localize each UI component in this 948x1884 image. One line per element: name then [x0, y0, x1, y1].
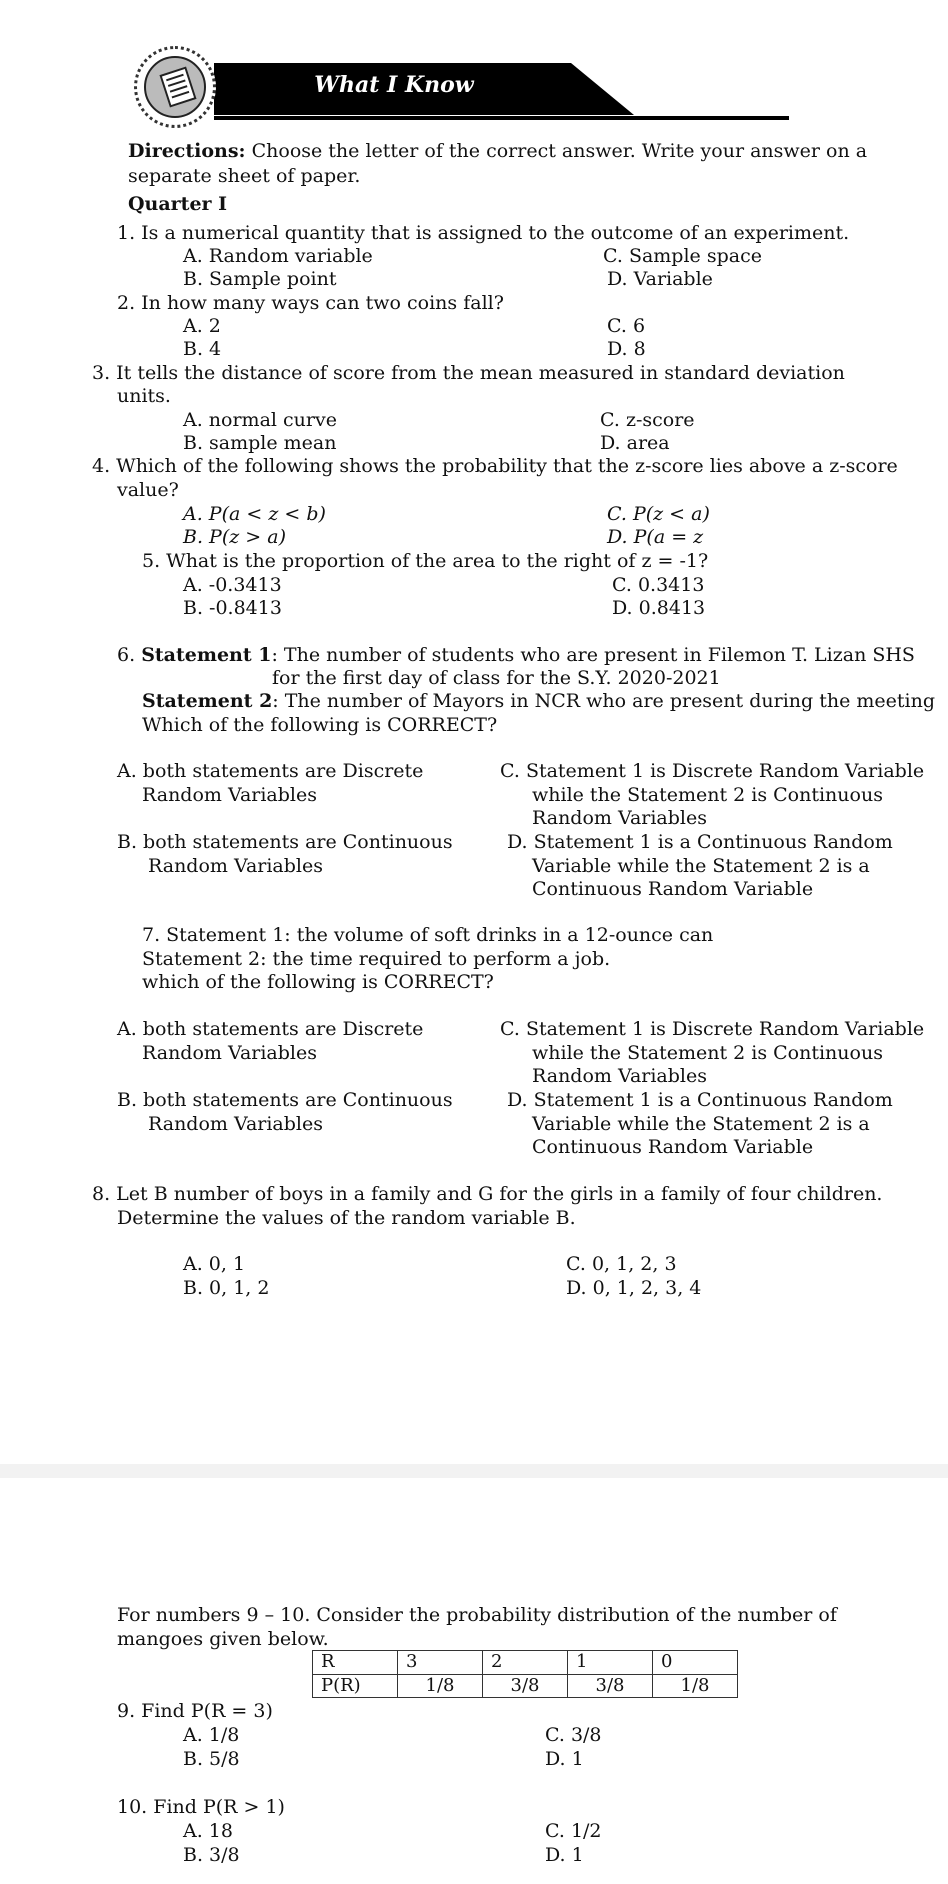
- q10-option-c: C. 1/2: [545, 1820, 602, 1842]
- q9-option-c: C. 3/8: [545, 1724, 602, 1746]
- q1-option-b: B. Sample point: [183, 268, 337, 290]
- directions-cont: separate sheet of paper.: [128, 165, 361, 187]
- table-cell: 3: [398, 1651, 483, 1675]
- question-6-prompt: Which of the following is CORRECT?: [142, 714, 498, 736]
- q3-option-b: B. sample mean: [183, 432, 337, 454]
- intro-9-10-cont: mangoes given below.: [117, 1628, 329, 1650]
- test-paper-icon: [159, 67, 196, 108]
- question-7-statement-1: 7. Statement 1: the volume of soft drinks in a 12-ounce can: [142, 924, 714, 946]
- q9-option-d: D. 1: [545, 1748, 584, 1770]
- q9-option-a: A. 1/8: [183, 1724, 240, 1746]
- q4-option-b: B. P(z > a): [183, 526, 286, 548]
- q5-option-d: D. 0.8413: [612, 597, 706, 619]
- q7-option-c-cont: while the Statement 2 is Continuous: [532, 1042, 883, 1064]
- q6-option-d-cont2: Continuous Random Variable: [532, 878, 814, 900]
- question-1: 1. Is a numerical quantity that is assigned to the outcome of an experiment.: [117, 222, 850, 244]
- table-cell: P(R): [313, 1674, 398, 1698]
- question-7-statement-2: Statement 2: the time required to perform a job.: [142, 948, 611, 970]
- q9-option-b: B. 5/8: [183, 1748, 240, 1770]
- q5-option-c: C. 0.3413: [612, 574, 705, 596]
- quarter-label: Quarter I: [128, 193, 228, 215]
- table-cell: 1/8: [653, 1674, 738, 1698]
- q6-option-a: A. both statements are Discrete: [117, 760, 424, 782]
- page-divider: [0, 1464, 948, 1478]
- table-cell: 3/8: [483, 1674, 568, 1698]
- q6-option-c-cont: while the Statement 2 is Continuous: [532, 784, 883, 806]
- q7-option-b: B. both statements are Continuous: [117, 1089, 453, 1111]
- intro-9-10: For numbers 9 – 10. Consider the probability distribution of the number of: [117, 1604, 837, 1626]
- table-cell: R: [313, 1651, 398, 1675]
- table-cell: 3/8: [568, 1674, 653, 1698]
- q10-option-a: A. 18: [183, 1820, 233, 1842]
- q4-option-c: C. P(z < a): [607, 503, 710, 525]
- question-7-prompt: which of the following is CORRECT?: [142, 971, 494, 993]
- question-3: 3. It tells the distance of score from the mean measured in standard deviation: [92, 362, 845, 384]
- q7-option-b-cont: Random Variables: [148, 1113, 323, 1135]
- badge: [134, 46, 216, 128]
- q2-option-d: D. 8: [607, 338, 646, 360]
- q8-option-c: C. 0, 1, 2, 3: [566, 1253, 677, 1275]
- q4-option-d: D. P(a = z: [607, 526, 704, 548]
- q10-option-d: D. 1: [545, 1844, 584, 1866]
- q1-option-d: D. Variable: [607, 268, 713, 290]
- q6-option-c-cont2: Random Variables: [532, 807, 707, 829]
- q7-option-c: C. Statement 1 is Discrete Random Variable: [500, 1018, 925, 1040]
- q7-option-d: D. Statement 1 is a Continuous Random: [507, 1089, 893, 1111]
- table-cell: 1/8: [398, 1674, 483, 1698]
- q7-option-d-cont2: Continuous Random Variable: [532, 1136, 814, 1158]
- q5-option-b: B. -0.8413: [183, 597, 282, 619]
- table-row: [313, 1674, 738, 1698]
- question-4-cont: value?: [117, 479, 179, 501]
- question-6-statement-1-cont: for the first day of class for the S.Y. 2020-2021: [272, 667, 721, 689]
- q3-option-c: C. z-score: [600, 409, 695, 431]
- probability-distribution-table: [312, 1650, 738, 1698]
- question-6-statement-1: 6. Statement 1: The number of students who are present in Filemon T. Lizan SHS: [117, 644, 915, 666]
- q7-option-c-cont2: Random Variables: [532, 1065, 707, 1087]
- question-9: 9. Find P(R = 3): [117, 1700, 273, 1722]
- q4-option-a: A. P(a < z < b): [183, 503, 326, 525]
- question-10: 10. Find P(R > 1): [117, 1796, 285, 1818]
- table-cell: 1: [568, 1651, 653, 1675]
- directions: Directions: Choose the letter of the correct answer. Write your answer on a: [128, 140, 868, 162]
- section-title: What I Know: [314, 72, 474, 98]
- q1-option-c: C. Sample space: [603, 245, 762, 267]
- table-cell: 0: [653, 1651, 738, 1675]
- q6-option-d: D. Statement 1 is a Continuous Random: [507, 831, 893, 853]
- q6-option-c: C. Statement 1 is Discrete Random Variable: [500, 760, 925, 782]
- question-2: 2. In how many ways can two coins fall?: [117, 292, 504, 314]
- q6-option-b: B. both statements are Continuous: [117, 831, 453, 853]
- q3-option-d: D. area: [600, 432, 670, 454]
- question-5: 5. What is the proportion of the area to the right of z = -1?: [142, 550, 709, 572]
- table-row: [313, 1651, 738, 1675]
- section-header: [134, 38, 664, 138]
- question-8-cont: Determine the values of the random variable B.: [117, 1207, 576, 1229]
- q7-option-a-cont: Random Variables: [142, 1042, 317, 1064]
- q7-option-d-cont: Variable while the Statement 2 is a: [532, 1113, 870, 1135]
- q5-option-a: A. -0.3413: [183, 574, 282, 596]
- q7-option-a: A. both statements are Discrete: [117, 1018, 424, 1040]
- q1-option-a: A. Random variable: [183, 245, 373, 267]
- q8-option-d: D. 0, 1, 2, 3, 4: [566, 1277, 702, 1299]
- q2-option-a: A. 2: [183, 315, 221, 337]
- q10-option-b: B. 3/8: [183, 1844, 240, 1866]
- q8-option-b: B. 0, 1, 2: [183, 1277, 270, 1299]
- q6-option-d-cont: Variable while the Statement 2 is a: [532, 855, 870, 877]
- header-underline: [214, 116, 789, 120]
- question-4: 4. Which of the following shows the probability that the z-score lies above a z-score: [92, 455, 898, 477]
- q3-option-a: A. normal curve: [183, 409, 337, 431]
- q2-option-c: C. 6: [607, 315, 646, 337]
- question-8: 8. Let B number of boys in a family and G for the girls in a family of four children.: [92, 1183, 883, 1205]
- q6-option-a-cont: Random Variables: [142, 784, 317, 806]
- question-6-statement-2: Statement 2: The number of Mayors in NCR who are present during the meeting: [142, 690, 935, 712]
- q6-option-b-cont: Random Variables: [148, 855, 323, 877]
- q2-option-b: B. 4: [183, 338, 222, 360]
- q8-option-a: A. 0, 1: [183, 1253, 246, 1275]
- table-cell: 2: [483, 1651, 568, 1675]
- question-3-cont: units.: [117, 385, 171, 407]
